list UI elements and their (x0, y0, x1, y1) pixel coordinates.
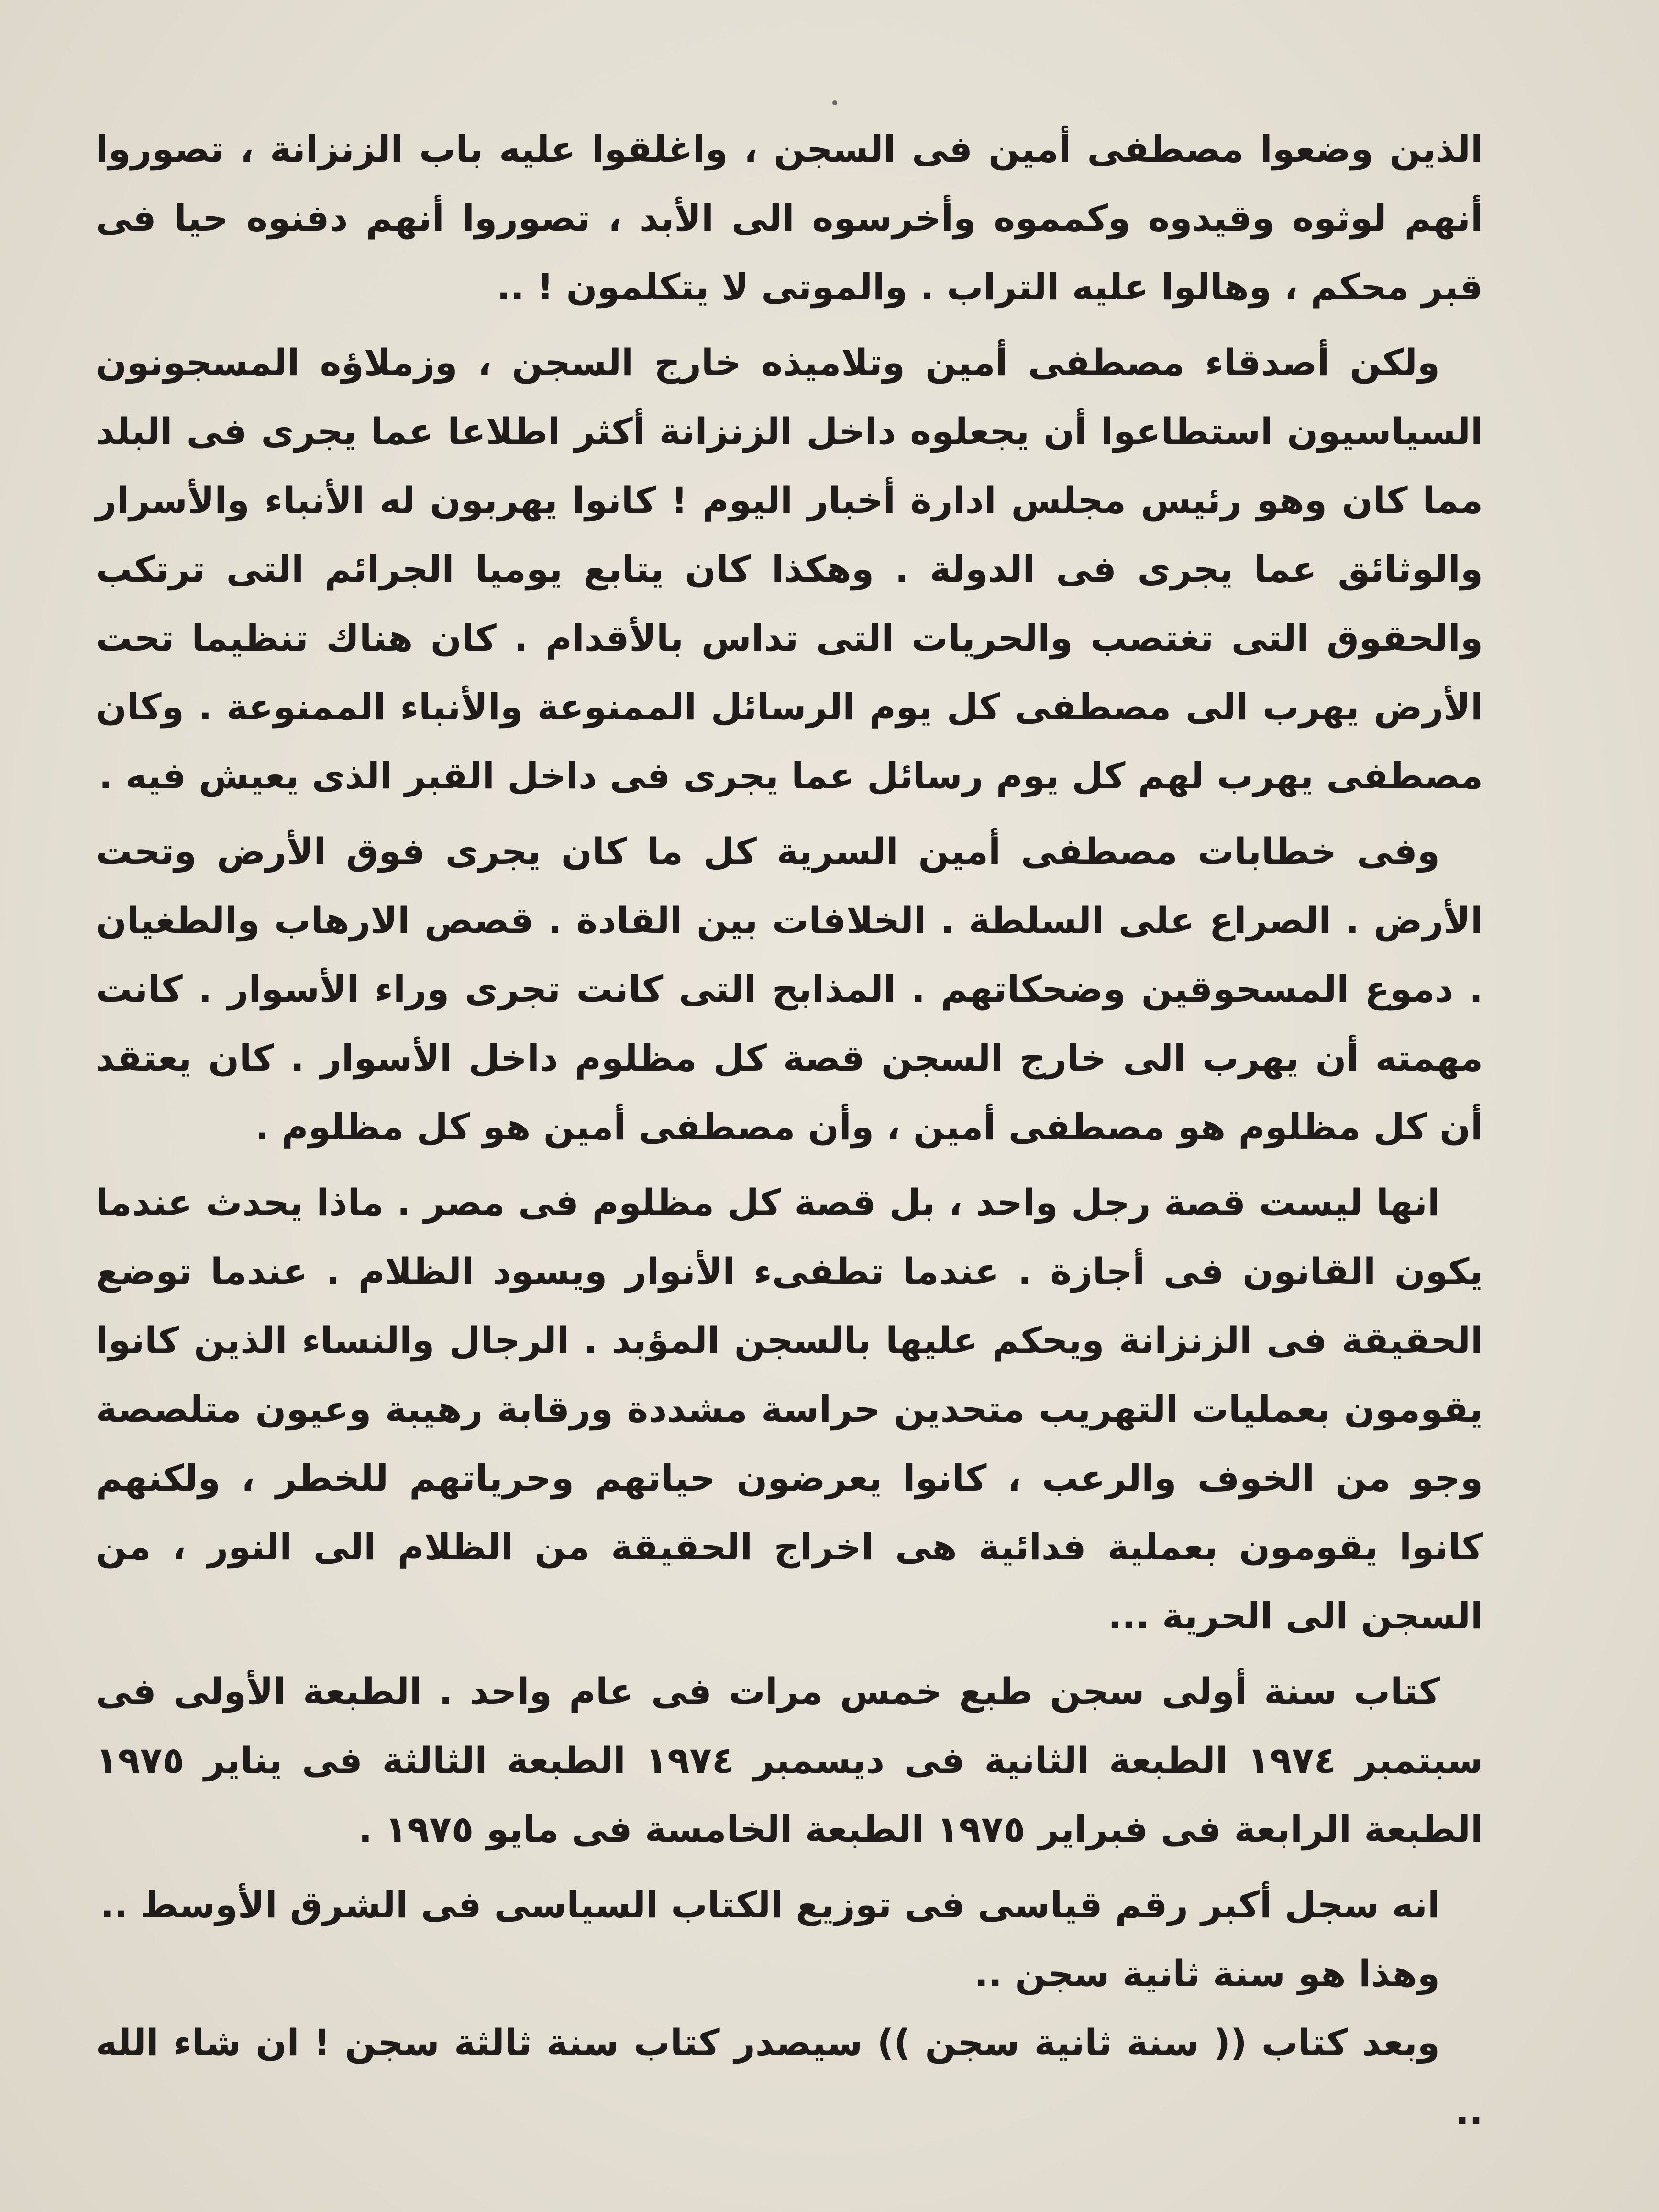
paragraph-5: كتاب سنة أولى سجن طبع خمس مرات فى عام واحد . الطبعة الأولى فى سبتمبر ١٩٧٤ الطبعة الثانية فى ديسمبر ١٩٧٤ الطبعة الثالثة فى يناير ١٩٧٥ الطبعة الرابعة فى فبراير ١٩٧٥ الطبعة الخامسة فى مايو ١٩٧٥ . (96, 1670, 1483, 1850)
paragraph-2: ولكن أصدقاء مصطفى أمين وتلاميذه خارج السجن ، وزملاؤه المسجونون السياسيون استطاعوا أن يجعلوه داخل الزنزانة أكثر اطلاعا عما يجرى فى البلد مما كان وهو رئيس مجلس ادارة أخبار اليوم ! كانوا يهربون له الأنباء والأسرار والوثائق عما يجرى فى الدولة . وهكذا كان يتابع يوميا الجرائم التى ترتكب والحقوق التى تغتصب والحريات التى تداس بالأقدام . كان هناك تنظيما تحت الأرض يهرب الى مصطفى كل يوم الرسائل الممنوعة والأنباء الممنوعة . وكان مصطفى يهرب لهم كل يوم رسائل عما يجرى فى داخل القبر الذى يعيش فيه . (96, 341, 1483, 797)
paragraph-4: انها ليست قصة رجل واحد ، بل قصة كل مظلوم فى مصر . ماذا يحدث عندما يكون القانون فى أجازة . عندما تطفىء الأنوار ويسود الظلام . عندما توضع الحقيقة فى الزنزانة ويحكم عليها بالسجن المؤبد . الرجال والنساء الذين كانوا يقومون بعمليات التهريب متحدين حراسة مشددة ورقابة رهيبة وعيون متلصصة وجو من الخوف والرعب ، كانوا يعرضون حياتهم وحرياتهم للخطر ، ولكنهم كانوا يقومون بعملية فدائية هى اخراج الحقيقة من الظلام الى النور ، من السجن الى الحرية ... (96, 1181, 1483, 1637)
page-body (96, 115, 1483, 2133)
paragraph-7: وهذا هو سنة ثانية سجن .. (974, 1952, 1440, 1995)
page-speck (832, 100, 837, 105)
paragraph-3: وفى خطابات مصطفى أمين السرية كل ما كان يجرى فوق الأرض وتحت الأرض . الصراع على السلطة . الخلافات بين القادة . قصص الارهاب والطغيان . دموع المسحوقين وضحكاتهم . المذابح التى كانت تجرى وراء الأسوار . كانت مهمته أن يهرب الى خارج السجن قصة كل مظلوم داخل الأسوار . كان يعتقد أن كل مظلوم هو مصطفى أمين ، وأن مصطفى أمين هو كل مظلوم . (96, 830, 1483, 1148)
paragraph-6: انه سجل أكبر رقم قياسى فى توزيع الكتاب السياسى فى الشرق الأوسط .. (100, 1883, 1440, 1926)
paragraph-1: الذين وضعوا مصطفى أمين فى السجن ، واغلقوا عليه باب الزنزانة ، تصوروا أنهم لوثوه وقيدوه وكمموه وأخرسوه الى الأبد ، تصوروا أنهم دفنوه حيا فى قبر محكم ، وهالوا عليه التراب . والموتى لا يتكلمون ! .. (96, 128, 1483, 308)
paragraph-8: وبعد كتاب (( سنة ثانية سجن )) سيصدر كتاب سنة ثالثة سجن ! ان شاء الله .. (96, 2021, 1483, 2133)
